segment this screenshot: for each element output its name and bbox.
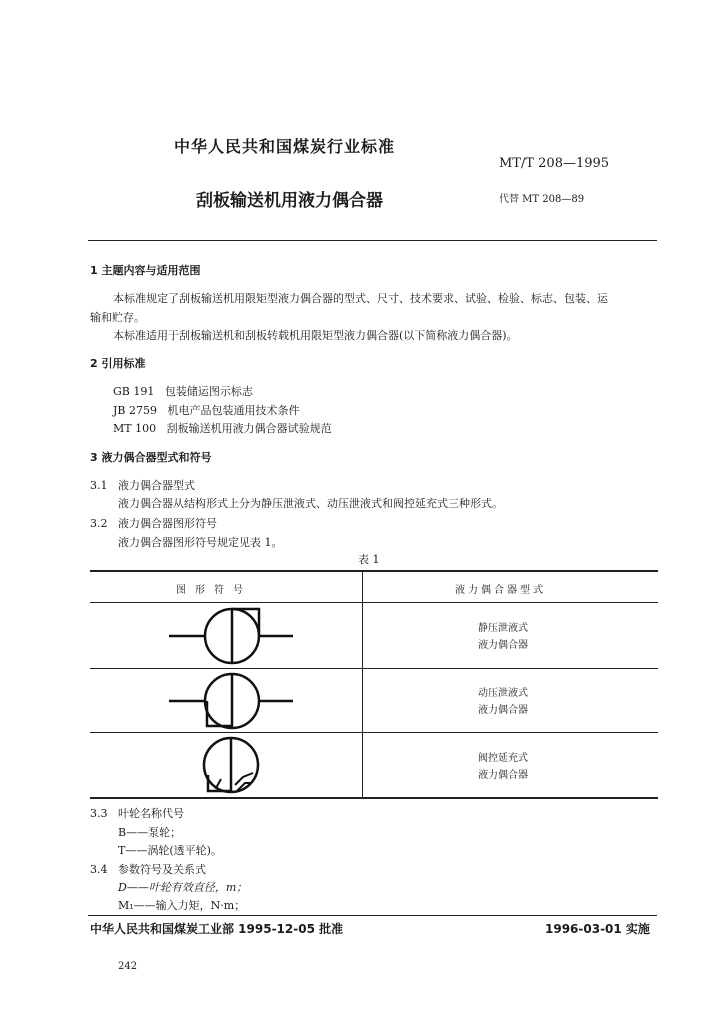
impeller-code-b: B——泵轮； [118, 826, 182, 839]
param-d: D——叶轮有效直径，m； [118, 881, 248, 894]
effective-date: 1996-03-01 实施 [545, 922, 650, 936]
standard-number: MT/T 208—1995 [499, 156, 610, 171]
row-3-type-line1: 阀控延充式 [478, 753, 528, 764]
table-header-type: 液力偶合器型式 [455, 585, 546, 596]
header-divider [88, 240, 657, 241]
reference-jb2759: JB 2759 机电产品包装通用技术条件 [113, 404, 300, 417]
document-title: 刮板输送机用液力偶合器 [196, 191, 383, 211]
section-1-para1-line2: 输和贮存。 [90, 311, 145, 324]
section-2-heading: 2 引用标准 [90, 357, 146, 370]
section-3-1-text: 液力偶合器从结构形式上分为静压泄液式、动压泄液式和阀控延充式三种形式。 [118, 497, 503, 510]
impeller-code-t: T——涡轮(透平轮)。 [118, 844, 222, 857]
org-standard-title: 中华人民共和国煤炭行业标准 [174, 137, 396, 156]
table-bottom-border [90, 797, 658, 799]
valve-controlled-coupling-symbol [195, 735, 267, 795]
reference-mt100: MT 100 刮板输送机用液力偶合器试验规范 [113, 422, 332, 435]
section-3-3-heading: 3.3 叶轮名称代号 [90, 807, 184, 820]
section-1-para2: 本标准适用于刮板输送机和刮板转载机用限矩型液力偶合器(以下简称液力偶合器)。 [113, 329, 518, 342]
reference-gb191: GB 191 包装储运图示标志 [113, 385, 253, 398]
page-number: 242 [118, 961, 138, 972]
dynamic-pressure-coupling-symbol [165, 671, 295, 731]
section-1-para1-line1: 本标准规定了刮板输送机用限矩型液力偶合器的型式、尺寸、技术要求、试验、检验、标志、包装、运 [113, 292, 608, 305]
row-2-type-line1: 动压泄液式 [478, 688, 528, 699]
table-top-border [90, 570, 658, 572]
section-3-heading: 3 液力偶合器型式和符号 [90, 451, 212, 464]
row-1-type-line2: 液力偶合器 [478, 640, 528, 651]
static-pressure-coupling-symbol [165, 606, 295, 666]
section-3-1-heading: 3.1 液力偶合器型式 [90, 479, 195, 492]
replaces-standard: 代替 MT 208—89 [499, 194, 585, 205]
table-header-symbol: 图形符号 [176, 585, 252, 596]
section-1-heading: 1 主题内容与适用范围 [90, 264, 201, 277]
row-1-type-line1: 静压泄液式 [478, 623, 528, 634]
footer-divider [88, 915, 657, 916]
row-2-type-line2: 液力偶合器 [478, 705, 528, 716]
table-column-divider [362, 572, 363, 798]
table-caption: 表 1 [358, 553, 380, 566]
table-header-divider [90, 602, 658, 603]
param-m1: M₁——输入力矩，N·m； [118, 899, 246, 912]
row-3-type-line2: 液力偶合器 [478, 770, 528, 781]
table-row-divider-1 [90, 668, 658, 669]
section-3-2-heading: 3.2 液力偶合器图形符号 [90, 517, 217, 530]
section-3-2-text: 液力偶合器图形符号规定见表 1。 [118, 536, 283, 549]
approval-issuer: 中华人民共和国煤炭工业部 1995-12-05 批准 [90, 922, 344, 936]
section-3-4-heading: 3.4 参数符号及关系式 [90, 863, 206, 876]
table-row-divider-2 [90, 732, 658, 733]
